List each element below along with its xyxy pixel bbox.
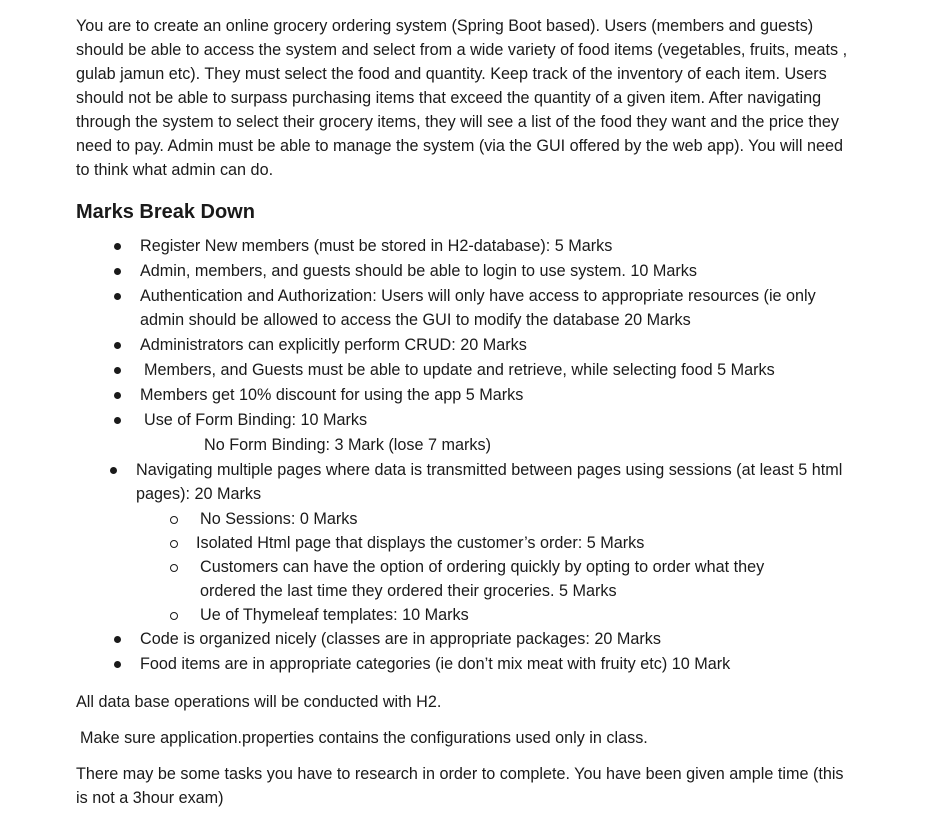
bullet-icon [114, 342, 121, 349]
bullet-icon [114, 293, 121, 300]
footer-properties-note: Make sure application.properties contains the configurations used only in class. [80, 729, 648, 747]
bullet-icon [110, 467, 117, 474]
sub-list-item: Isolated Html page that displays the customer’s order: 5 Marks [76, 531, 856, 555]
bullet-icon [114, 367, 121, 374]
list-item: Members, and Guests must be able to update and retrieve, while selecting food 5 Marks [76, 358, 856, 382]
bullet-icon [114, 268, 121, 275]
list-item: Food items are in appropriate categories (ie don’t mix meat with fruity etc) 10 Mark [76, 652, 856, 676]
sub-list-item: Customers can have the option of ordering quickly by opting to order what they ordered the last time they ordered their groceries. 5 Marks [76, 555, 856, 603]
bullet-icon [114, 243, 121, 250]
document-page [76, 14, 856, 810]
bullet-icon [114, 636, 121, 643]
intro-paragraph: You are to create an online grocery ordering system (Spring Boot based). Users (members and guests) should be able to access the system and select from a wide variety of food items (vegetables, fruits, meats , gulab jamun etc). They must select the food and quantity. Keep track of the inventory of each item. Users should not be able to surpass purchasing items that exceed the quantity of a given item. After navigating through the system to select their grocery items, they will see a list of the food they want and the price they need to pay. Admin must be able to manage the system (via the GUI offered by the web app). You will need to think what admin can do. [76, 17, 848, 179]
sub-list-item: No Sessions: 0 Marks [76, 507, 856, 531]
circle-bullet-icon [170, 564, 178, 572]
circle-bullet-icon [170, 516, 178, 524]
list-item: Admin, members, and guests should be able to login to use system. 10 Marks [76, 259, 856, 283]
list-item: Navigating multiple pages where data is transmitted between pages using sessions (at least 5 html pages): 20 Marks [76, 458, 856, 506]
footer-h2-note: All data base operations will be conducted with H2. [76, 693, 442, 711]
marks-list [76, 234, 856, 676]
bullet-icon [114, 661, 121, 668]
sub-list-item: Ue of Thymeleaf templates: 10 Marks [76, 603, 856, 627]
list-item: Register New members (must be stored in H2-database): 5 Marks [76, 234, 856, 258]
list-item: Code is organized nicely (classes are in appropriate packages: 20 Marks [76, 627, 856, 651]
list-item: Members get 10% discount for using the app 5 Marks [76, 383, 856, 407]
list-item: Administrators can explicitly perform CRUD: 20 Marks [76, 333, 856, 357]
circle-bullet-icon [170, 540, 178, 548]
list-item: Authentication and Authorization: Users will only have access to appropriate resources (ie only admin should be allowed to access the GUI to modify the database 20 Marks [76, 284, 856, 332]
bullet-icon [114, 392, 121, 399]
circle-bullet-icon [170, 612, 178, 620]
form-binding-note: No Form Binding: 3 Mark (lose 7 marks) [204, 436, 491, 454]
footer-research-note: There may be some tasks you have to research in order to complete. You have been given ample time (this is not a 3hour exam) [76, 765, 844, 807]
list-item: Use of Form Binding: 10 Marks [76, 408, 856, 432]
section-heading: Marks Break Down [76, 201, 255, 223]
bullet-icon [114, 417, 121, 424]
